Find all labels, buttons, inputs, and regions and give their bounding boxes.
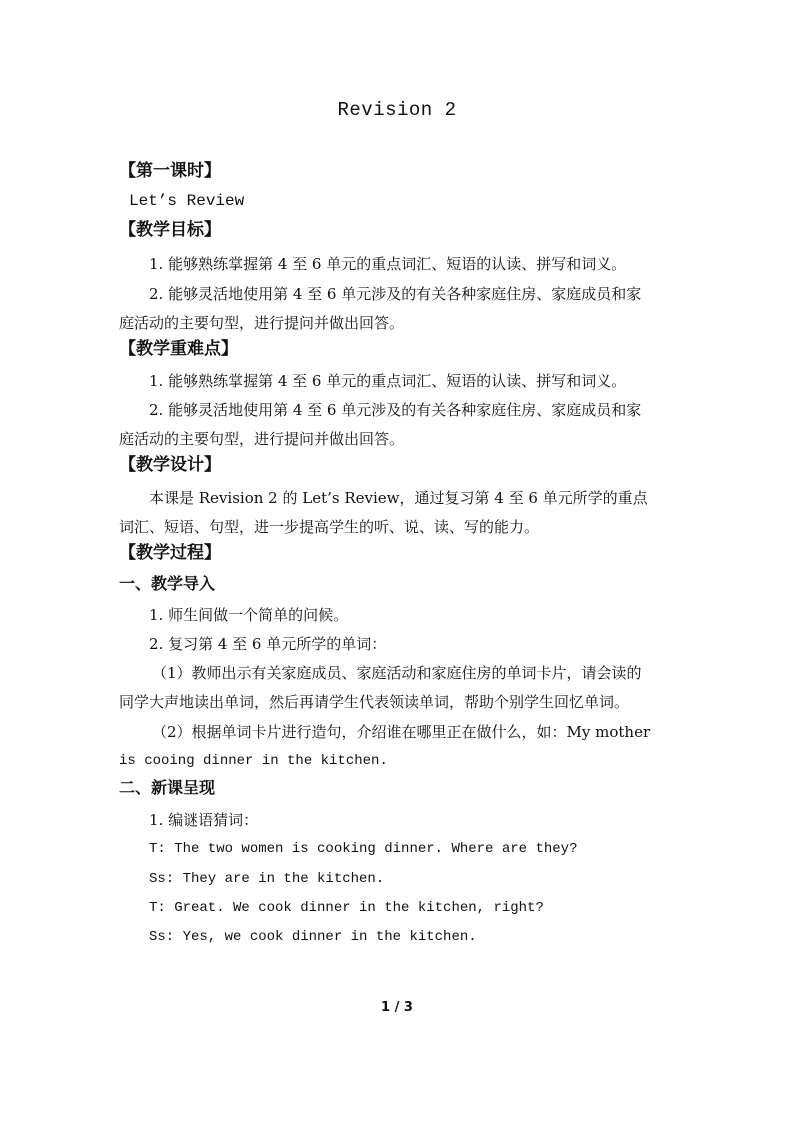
- key-points-heading: 【教学重难点】: [119, 339, 238, 359]
- intro-step: 1. 师生间做一个简单的问候。: [149, 606, 349, 624]
- design-paragraph-line: 词汇、短语、句型，进一步提高学生的听、说、读、写的能力。: [119, 518, 540, 536]
- section-title-new-lesson: 二、新课呈现: [119, 778, 216, 797]
- key-point-item-continued: 庭活动的主要句型，进行提问并做出回答。: [119, 430, 405, 448]
- intro-substep-continued: 同学大声地读出单词，然后再请学生代表领读单词，帮助个别学生回忆单词。: [119, 693, 630, 711]
- new-lesson-step: 1. 编谜语猜词：: [149, 811, 259, 829]
- process-heading: 【教学过程】: [119, 543, 221, 563]
- dialogue-line: T: Great. We cook dinner in the kitchen, right?: [149, 900, 544, 916]
- dialogue-line: Ss: Yes, we cook dinner in the kitchen.: [149, 929, 477, 945]
- objective-item: 1. 能够熟练掌握第 4 至 6 单元的重点词汇、短语的认读、拼写和词义。: [149, 255, 627, 273]
- page-number: 1 / 3: [381, 1000, 413, 1015]
- dialogue-line: Ss: They are in the kitchen.: [149, 871, 385, 887]
- design-heading: 【教学设计】: [119, 455, 221, 475]
- objectives-heading: 【教学目标】: [119, 220, 221, 240]
- objective-item-continued: 庭活动的主要句型，进行提问并做出回答。: [119, 314, 405, 332]
- design-paragraph-line: 本课是 Revision 2 的 Let’s Review，通过复习第 4 至 6 单元所学的重点: [149, 489, 648, 507]
- intro-substep-continued: is cooing dinner in the kitchen.: [119, 753, 388, 769]
- lesson-name: Let’s Review: [129, 192, 245, 210]
- intro-substep: （1）教师出示有关家庭成员、家庭活动和家庭住房的单词卡片，请会读的: [152, 664, 642, 682]
- intro-substep: （2）根据单词卡片进行造句，介绍谁在哪里正在做什么，如：My mother: [152, 723, 651, 741]
- key-point-item: 1. 能够熟练掌握第 4 至 6 单元的重点词汇、短语的认读、拼写和词义。: [149, 372, 627, 390]
- lesson-label: 【第一课时】: [119, 161, 221, 181]
- objective-item: 2. 能够灵活地使用第 4 至 6 单元涉及的有关各种家庭住房、家庭成员和家: [149, 285, 642, 303]
- dialogue-line: T: The two women is cooking dinner. Where are they?: [149, 841, 578, 857]
- intro-step: 2. 复习第 4 至 6 单元所学的单词：: [149, 635, 387, 653]
- key-point-item: 2. 能够灵活地使用第 4 至 6 单元涉及的有关各种家庭住房、家庭成员和家: [149, 401, 642, 419]
- section-title-intro: 一、教学导入: [119, 574, 216, 593]
- document-title: Revision 2: [337, 99, 457, 121]
